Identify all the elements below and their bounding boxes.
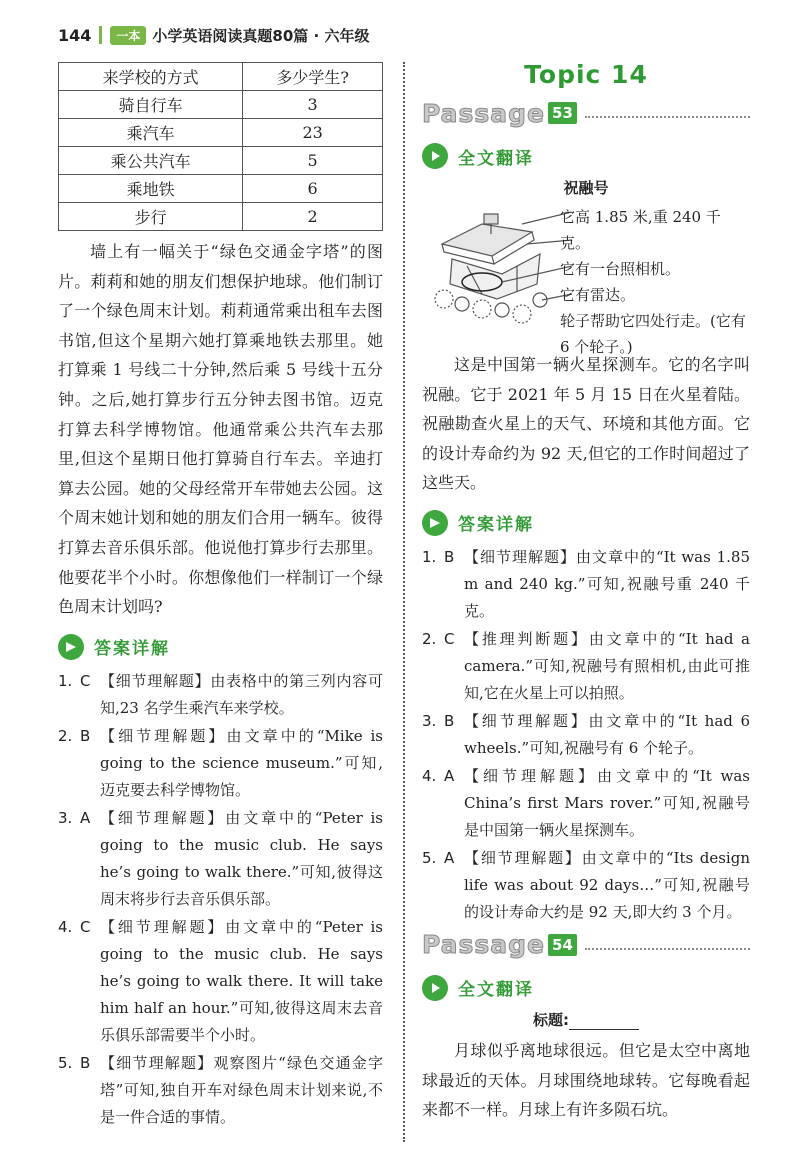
table-header-row	[59, 63, 383, 91]
answer-letter: C	[80, 671, 91, 690]
translation-title: 全文翻译	[458, 148, 534, 169]
answers-title: 答案详解	[458, 515, 534, 536]
table-row	[59, 147, 383, 175]
table-header-cell: 来学校的方式	[59, 63, 243, 91]
play-icon	[422, 143, 448, 169]
dotted-rule	[585, 116, 750, 118]
table-cell: 23	[243, 119, 383, 147]
column-divider	[403, 62, 405, 1142]
answer-number: 2.	[422, 629, 437, 648]
translation-heading	[422, 975, 750, 1001]
answer-item	[422, 544, 750, 625]
passage-54-heading	[422, 927, 750, 963]
answers-heading	[422, 510, 750, 536]
table-row	[59, 119, 383, 147]
moon-paragraph: 月球似乎离地球很远。但它是太空中离地球最近的天体。月球围绕地球转。它每晚看起来都不一样。月球上有许多陨石坑。	[422, 1040, 750, 1120]
table-row	[59, 175, 383, 203]
brand-logo: 一本	[110, 26, 146, 45]
answer-letter: C	[80, 917, 91, 936]
table-row	[59, 203, 383, 231]
page-header	[58, 18, 369, 52]
answer-text: 【细节理解题】由文章中的“Its design life was about 92 days…”可知,祝融号的设计寿命大约是 92 天,即大约 3 个月。	[464, 848, 750, 921]
passage-number: 53	[548, 102, 577, 124]
answer-letter: B	[444, 711, 455, 730]
table-cell: 乘公共汽车	[59, 147, 243, 175]
passage-label: Passage	[422, 930, 546, 960]
answer-text: 【细节理解题】由表格中的第三列内容可知,23 名学生乘汽车来学校。	[100, 671, 383, 717]
answer-letter: B	[80, 726, 91, 745]
right-column	[422, 55, 750, 1125]
answer-text: 【细节理解题】由文章中的“It was China’s first Mars rover.”可知,祝融号是中国第一辆火星探测车。	[464, 766, 750, 839]
table-cell: 乘地铁	[59, 175, 243, 203]
answer-text: 【细节理解题】由文章中的“Peter is going to the music club. He says he’s going to walk there.”可知,彼得这周末将步行去音乐俱乐部。	[100, 808, 383, 908]
answer-number: 4.	[58, 917, 73, 936]
answer-number: 3.	[422, 711, 437, 730]
table-cell: 5	[243, 147, 383, 175]
answer-letter: C	[444, 629, 455, 648]
translation-paragraph: 墙上有一幅关于“绿色交通金字塔”的图片。莉莉和她的朋友们想保护地球。他们制订了一个绿色周末计划。莉莉通常乘出租车去图书馆,但这个星期六她打算乘地铁去那里。她打算乘 1 号线二十分钟,然后乘 5 号线十五分钟。之后,她打算步行五分钟去图书馆。迈克打算去科学博物馆。他通常乘公共汽车去那里,但这个星期日他打算骑自行车去。辛迪打算去公园。她的父母经常开车带她去公园。这个周末她计划和她的朋友们合用一辆车。彼得打算去音乐俱乐部。他说他打算步行去那里。他要花半个小时。你想像他们一样制订一个绿色周末计划吗?	[58, 242, 383, 617]
table-cell: 乘汽车	[59, 119, 243, 147]
header-divider	[99, 26, 102, 44]
rover-labels	[560, 204, 750, 360]
passage-number: 54	[548, 934, 577, 956]
table-row	[59, 91, 383, 119]
mars-rover-illustration	[422, 204, 572, 339]
table-header-cell: 多少学生?	[243, 63, 383, 91]
dotted-rule	[585, 948, 750, 950]
answer-letter: A	[444, 766, 455, 785]
answer-text: 【细节理解题】由文章中的“It was 1.85 m and 240 kg.”可知,祝融号重 240 千克。	[464, 547, 750, 620]
answer-number: 3.	[58, 808, 73, 827]
rover-paragraph: 这是中国第一辆火星探测车。它的名字叫祝融。它于 2021 年 5 月 15 日在火星着陆。祝融勘查火星上的天气、环境和其他方面。它的设计寿命约为 92 天,但它的工作时间超过了这些天。	[422, 355, 750, 493]
book-title: 小学英语阅读真题80篇 · 六年级	[152, 26, 370, 45]
answer-number: 1.	[58, 671, 73, 690]
answer-item	[58, 914, 383, 1049]
answer-number: 1.	[422, 547, 437, 566]
answer-text: 【推理判断题】由文章中的“It had a camera.”可知,祝融号有照相机,由此可推知,它在火星上可以拍照。	[464, 629, 750, 702]
answer-item	[422, 845, 750, 926]
answer-item	[58, 723, 383, 804]
passage-53-heading	[422, 95, 750, 131]
rover-label: 它高 1.85 米,重 240 千克。	[560, 208, 721, 252]
answer-item	[422, 708, 750, 762]
answer-number: 5.	[58, 1053, 73, 1072]
answer-letter: A	[80, 808, 91, 827]
answers-heading	[58, 634, 383, 660]
answer-section-icon	[58, 634, 84, 660]
title-prompt	[422, 1009, 750, 1030]
answer-letter: A	[444, 848, 455, 867]
play-icon	[422, 975, 448, 1001]
table-cell: 骑自行车	[59, 91, 243, 119]
table-cell: 步行	[59, 203, 243, 231]
answer-letter: B	[80, 1053, 91, 1072]
answer-text: 【细节理解题】由文章中的“Peter is going to the music club. He says he’s going to walk there. It will take him half an hour.”可知,彼得这周末去音乐俱乐部需要半个小时。	[100, 917, 383, 1044]
topic-heading: Topic 14	[524, 60, 648, 89]
rover-label: 轮子帮助它四处行走。(它有 6 个轮子。)	[560, 312, 746, 356]
rover-label: 它有一台照相机。	[560, 260, 681, 278]
title-blank	[569, 1015, 639, 1030]
answer-number: 5.	[422, 848, 437, 867]
answer-item	[422, 763, 750, 844]
table-cell: 2	[243, 203, 383, 231]
answer-letter: B	[444, 547, 455, 566]
left-column	[58, 62, 383, 1132]
translation-title: 全文翻译	[458, 980, 534, 1001]
answer-text: 【细节理解题】由文章中的“Mike is going to the science museum.”可知,迈克要去科学博物馆。	[100, 726, 383, 799]
translation-heading	[422, 143, 750, 169]
answer-item	[58, 668, 383, 722]
rover-figure	[422, 204, 750, 356]
transport-table	[58, 62, 383, 231]
answer-number: 4.	[422, 766, 437, 785]
table-cell: 3	[243, 91, 383, 119]
passage-label: Passage	[422, 98, 546, 128]
answer-item	[422, 626, 750, 707]
title-label: 标题:	[533, 1010, 569, 1029]
rover-label: 它有雷达。	[560, 286, 636, 304]
answer-text: 【细节理解题】由文章中的“It had 6 wheels.”可知,祝融号有 6 个轮子。	[464, 711, 750, 757]
table-cell: 6	[243, 175, 383, 203]
answer-number: 2.	[58, 726, 73, 745]
answer-item	[58, 805, 383, 913]
answers-title: 答案详解	[94, 639, 170, 660]
rover-title: 祝融号	[563, 179, 609, 197]
answer-item	[58, 1050, 383, 1131]
page-number: 144	[58, 25, 92, 45]
answer-section-icon	[422, 510, 448, 536]
answer-text: 【细节理解题】观察图片“绿色交通金字塔”可知,独自开车对绿色周末计划来说,不是一件合适的事情。	[100, 1053, 383, 1126]
